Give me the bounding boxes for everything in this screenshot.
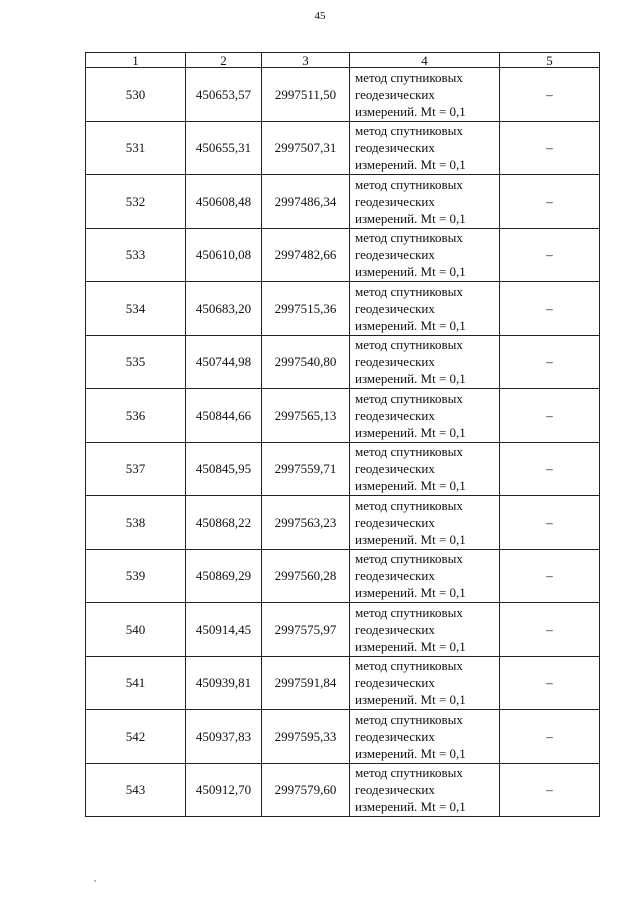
point-number-cell: 533 — [86, 228, 186, 282]
note-cell: – — [500, 710, 600, 764]
x-coordinate-cell: 450744,98 — [186, 335, 262, 389]
method-cell — [350, 335, 500, 389]
column-header: 1 — [86, 53, 186, 68]
method-line: метод спутниковых — [355, 283, 463, 299]
point-number-cell: 541 — [86, 656, 186, 710]
method-line: метод спутниковых — [355, 230, 463, 246]
method-line: измерений. Mt = 0,1 — [355, 264, 466, 280]
point-number-cell: 543 — [86, 763, 186, 817]
point-number-cell: 531 — [86, 121, 186, 175]
method-cell — [350, 763, 500, 817]
method-cell — [350, 710, 500, 764]
table-row — [86, 603, 600, 657]
point-number-cell: 530 — [86, 68, 186, 122]
x-coordinate-cell: 450914,45 — [186, 603, 262, 657]
point-number-cell: 535 — [86, 335, 186, 389]
method-line: измерений. Mt = 0,1 — [355, 103, 466, 119]
table-row — [86, 496, 600, 550]
note-cell: – — [500, 549, 600, 603]
method-line: метод спутниковых — [355, 176, 463, 192]
x-coordinate-cell: 450912,70 — [186, 763, 262, 817]
method-line: метод спутниковых — [355, 765, 463, 781]
x-coordinate-cell: 450869,29 — [186, 549, 262, 603]
note-cell: – — [500, 228, 600, 282]
table-row — [86, 282, 600, 336]
method-line: метод спутниковых — [355, 658, 463, 674]
y-coordinate-cell: 2997507,31 — [262, 121, 350, 175]
x-coordinate-cell: 450937,83 — [186, 710, 262, 764]
method-line: измерений. Mt = 0,1 — [355, 799, 466, 815]
method-line: геодезических — [355, 675, 435, 691]
method-cell — [350, 656, 500, 710]
x-coordinate-cell: 450868,22 — [186, 496, 262, 550]
method-line: метод спутниковых — [355, 604, 463, 620]
method-cell — [350, 549, 500, 603]
note-cell: – — [500, 175, 600, 229]
method-line: метод спутниковых — [355, 711, 463, 727]
method-line: геодезических — [355, 247, 435, 263]
point-number-cell: 538 — [86, 496, 186, 550]
method-line: геодезических — [355, 86, 435, 102]
method-cell — [350, 603, 500, 657]
table-row — [86, 228, 600, 282]
method-line: метод спутниковых — [355, 551, 463, 567]
method-cell — [350, 442, 500, 496]
table-row — [86, 442, 600, 496]
x-coordinate-cell: 450610,08 — [186, 228, 262, 282]
note-cell: – — [500, 442, 600, 496]
table-body — [86, 68, 600, 817]
method-line: геодезических — [355, 728, 435, 744]
y-coordinate-cell: 2997559,71 — [262, 442, 350, 496]
table-row — [86, 710, 600, 764]
x-coordinate-cell: 450655,31 — [186, 121, 262, 175]
method-line: измерений. Mt = 0,1 — [355, 531, 466, 547]
note-cell: – — [500, 656, 600, 710]
y-coordinate-cell: 2997591,84 — [262, 656, 350, 710]
x-coordinate-cell: 450608,48 — [186, 175, 262, 229]
column-header: 2 — [186, 53, 262, 68]
y-coordinate-cell: 2997482,66 — [262, 228, 350, 282]
method-line: измерений. Mt = 0,1 — [355, 638, 466, 654]
note-cell: – — [500, 68, 600, 122]
method-line: измерений. Mt = 0,1 — [355, 585, 466, 601]
y-coordinate-cell: 2997560,28 — [262, 549, 350, 603]
point-number-cell: 537 — [86, 442, 186, 496]
y-coordinate-cell: 2997486,34 — [262, 175, 350, 229]
table-row — [86, 121, 600, 175]
column-header: 5 — [500, 53, 600, 68]
note-cell: – — [500, 763, 600, 817]
method-line: геодезических — [355, 407, 435, 423]
method-line: геодезических — [355, 568, 435, 584]
method-cell — [350, 228, 500, 282]
method-line: метод спутниковых — [355, 444, 463, 460]
method-line: измерений. Mt = 0,1 — [355, 157, 466, 173]
method-line: метод спутниковых — [355, 69, 463, 85]
table-row — [86, 175, 600, 229]
point-number-cell: 539 — [86, 549, 186, 603]
method-line: метод спутниковых — [355, 123, 463, 139]
method-cell — [350, 175, 500, 229]
y-coordinate-cell: 2997575,97 — [262, 603, 350, 657]
x-coordinate-cell: 450653,57 — [186, 68, 262, 122]
y-coordinate-cell: 2997511,50 — [262, 68, 350, 122]
method-line: измерений. Mt = 0,1 — [355, 478, 466, 494]
x-coordinate-cell: 450844,66 — [186, 389, 262, 443]
y-coordinate-cell: 2997515,36 — [262, 282, 350, 336]
column-header: 3 — [262, 53, 350, 68]
x-coordinate-cell: 450939,81 — [186, 656, 262, 710]
note-cell: – — [500, 121, 600, 175]
method-line: измерений. Mt = 0,1 — [355, 745, 466, 761]
y-coordinate-cell: 2997579,60 — [262, 763, 350, 817]
y-coordinate-cell: 2997540,80 — [262, 335, 350, 389]
page-number: 45 — [314, 10, 326, 22]
column-header: 4 — [350, 53, 500, 68]
y-coordinate-cell: 2997565,13 — [262, 389, 350, 443]
x-coordinate-cell: 450845,95 — [186, 442, 262, 496]
method-line: метод спутниковых — [355, 497, 463, 513]
method-line: метод спутниковых — [355, 337, 463, 353]
method-line: измерений. Mt = 0,1 — [355, 371, 466, 387]
method-cell — [350, 68, 500, 122]
method-line: измерений. Mt = 0,1 — [355, 317, 466, 333]
note-cell: – — [500, 282, 600, 336]
y-coordinate-cell: 2997595,33 — [262, 710, 350, 764]
method-line: геодезических — [355, 621, 435, 637]
note-cell: – — [500, 603, 600, 657]
note-cell: – — [500, 389, 600, 443]
method-line: измерений. Mt = 0,1 — [355, 424, 466, 440]
point-number-cell: 532 — [86, 175, 186, 229]
method-line: измерений. Mt = 0,1 — [355, 210, 466, 226]
table-row — [86, 389, 600, 443]
table-row — [86, 68, 600, 122]
table-row — [86, 549, 600, 603]
scan-speck — [94, 880, 96, 882]
method-line: измерений. Mt = 0,1 — [355, 692, 466, 708]
table-row — [86, 763, 600, 817]
method-line: метод спутниковых — [355, 390, 463, 406]
method-line: геодезических — [355, 461, 435, 477]
method-line: геодезических — [355, 354, 435, 370]
method-line: геодезических — [355, 140, 435, 156]
method-line: геодезических — [355, 193, 435, 209]
y-coordinate-cell: 2997563,23 — [262, 496, 350, 550]
point-number-cell: 534 — [86, 282, 186, 336]
x-coordinate-cell: 450683,20 — [186, 282, 262, 336]
method-cell — [350, 389, 500, 443]
method-cell — [350, 121, 500, 175]
point-number-cell: 536 — [86, 389, 186, 443]
method-line: геодезических — [355, 300, 435, 316]
method-cell — [350, 496, 500, 550]
note-cell: – — [500, 496, 600, 550]
method-line: геодезических — [355, 514, 435, 530]
coordinates-table — [85, 52, 600, 817]
table-row — [86, 656, 600, 710]
note-cell: – — [500, 335, 600, 389]
method-cell — [350, 282, 500, 336]
method-line: геодезических — [355, 782, 435, 798]
point-number-cell: 542 — [86, 710, 186, 764]
point-number-cell: 540 — [86, 603, 186, 657]
table-row — [86, 335, 600, 389]
table-header-row — [86, 53, 600, 68]
